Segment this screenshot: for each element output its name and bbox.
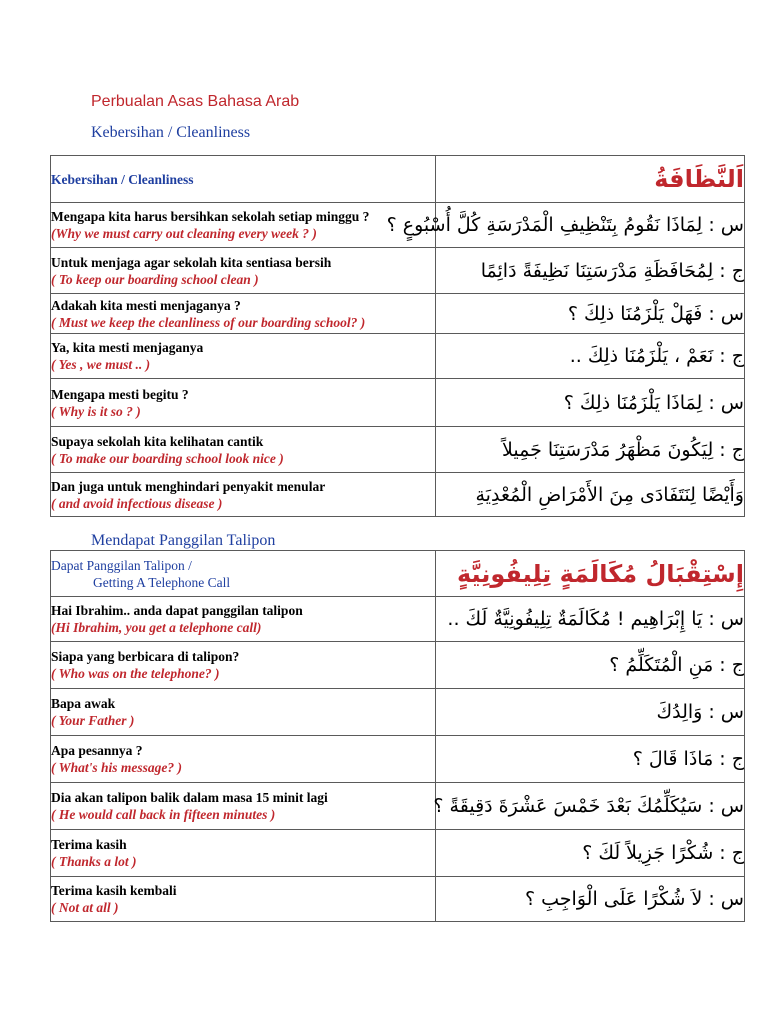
english-translation: ( What's his message? ) <box>51 760 183 775</box>
english-translation: ( Who was on the telephone? ) <box>51 666 220 681</box>
malay-cell <box>51 427 436 473</box>
table-row <box>51 334 745 379</box>
table-row <box>51 597 745 642</box>
english-translation: ( He would call back in fifteen minutes ) <box>51 807 276 822</box>
arabic-cell: س : لِمَاذَا نَقُومُ بِتَنْظِيفِ الْمَدْرَسَةِ كُلَّ أُسْبُوعٍ ؟ <box>436 203 745 248</box>
arabic-cell: ج : مَاذَا قَالَ ؟ <box>436 736 745 783</box>
malay-text: Supaya sekolah kita kelihatan cantik <box>51 433 264 449</box>
telephone-call-table <box>50 550 745 922</box>
malay-cell <box>51 294 436 334</box>
arabic-cell: وَأَيْضًا لِنَتَفَادَى مِنَ الأَمْرَاضِ الْمُعْدِيَةِ <box>436 473 745 517</box>
malay-cell <box>51 473 436 517</box>
section-heading-telephone: Mendapat Panggilan Talipon <box>91 532 276 549</box>
table-row <box>51 689 745 736</box>
header-malay-cell <box>51 551 436 597</box>
document-title: Perbualan Asas Bahasa Arab <box>91 93 300 110</box>
malay-cell <box>51 334 436 379</box>
malay-text: Mengapa kita harus bersihkan sekolah setiap minggu ? <box>51 209 370 224</box>
section-heading-cleanliness: Kebersihan / Cleanliness <box>91 124 251 141</box>
malay-text: Dan juga untuk menghindari penyakit menular <box>51 478 326 494</box>
malay-text: Terima kasih kembali <box>51 883 177 898</box>
english-translation: ( Must we keep the cleanliness of our boarding school? ) <box>51 314 366 330</box>
arabic-cell: ج : شُكْرًا جَزِيلاً لَكَ ؟ <box>436 830 745 877</box>
malay-cell <box>51 642 436 689</box>
table-row <box>51 203 745 248</box>
malay-cell <box>51 689 436 736</box>
arabic-cell: ج : لِمُحَافَظَةِ مَدْرَسَتِنَا نَظِيفَةً دَائِمًا <box>436 248 745 294</box>
header-arabic-cell: اَلنَّظَافَةُ <box>436 156 745 203</box>
header-arabic-cell: إِسْتِقْبَالُ مُكَالَمَةٍ تِلِيفُونِيَّةٍ <box>436 551 745 597</box>
english-translation: ( Not at all ) <box>51 900 119 915</box>
malay-text: Bapa awak <box>51 696 116 711</box>
arabic-cell: ج : مَنِ الْمُتَكَلِّمُ ؟ <box>436 642 745 689</box>
arabic-cell: ج : نَعَمْ ، يَلْزَمُنَا ذلِكَ .. <box>436 334 745 379</box>
header-english-label: Getting A Telephone Call <box>93 574 231 590</box>
malay-text: Mengapa mesti begitu ? <box>51 386 189 402</box>
malay-text: Dia akan talipon balik dalam masa 15 minit lagi <box>51 790 328 805</box>
english-translation: (Why we must carry out cleaning every week ? ) <box>51 226 317 241</box>
arabic-cell: ج : لِيَكُونَ مَظْهَرُ مَدْرَسَتِنَا جَمِيلاً <box>436 427 745 473</box>
english-translation: (Hi Ibrahim, you get a telephone call) <box>51 620 262 635</box>
malay-cell <box>51 736 436 783</box>
malay-cell <box>51 203 436 248</box>
table-row <box>51 642 745 689</box>
arabic-cell: س : سَيُكَلِّمُكَ بَعْدَ خَمْسَ عَشْرَةَ دَقِيقَةً ؟ <box>436 783 745 830</box>
malay-cell <box>51 830 436 877</box>
table-header-row <box>51 156 745 203</box>
table-row <box>51 294 745 334</box>
english-translation: ( Yes , we must .. ) <box>51 357 151 372</box>
malay-text: Apa pesannya ? <box>51 743 143 758</box>
table-row <box>51 783 745 830</box>
malay-text: Untuk menjaga agar sekolah kita sentiasa bersih <box>51 254 332 270</box>
malay-cell <box>51 783 436 830</box>
arabic-cell: س : يَا إِبْرَاهِيم ! مُكَالَمَةٌ تِلِيفُونِيَّةٌ لَكَ .. <box>436 597 745 642</box>
arabic-cell: س : لاَ شُكْرًا عَلَى الْوَاجِبِ ؟ <box>436 877 745 922</box>
malay-text: Hai Ibrahim.. anda dapat panggilan talipon <box>51 603 303 618</box>
table-row <box>51 379 745 427</box>
table-header-row <box>51 551 745 597</box>
table-row <box>51 248 745 294</box>
english-translation: ( To keep our boarding school clean ) <box>51 271 259 287</box>
malay-text: Terima kasih <box>51 837 127 852</box>
english-translation: ( Your Father ) <box>51 713 135 728</box>
table-row <box>51 736 745 783</box>
english-translation: ( and avoid infectious disease ) <box>51 495 223 511</box>
malay-cell <box>51 877 436 922</box>
malay-text: Siapa yang berbicara di talipon? <box>51 649 240 664</box>
malay-text: Adakah kita mesti menjaganya ? <box>51 297 241 313</box>
english-translation: ( Why is it so ? ) <box>51 403 141 419</box>
arabic-cell: س : لِمَاذَا يَلْزَمُنَا ذلِكَ ؟ <box>436 379 745 427</box>
english-translation: ( To make our boarding school look nice ) <box>51 450 284 466</box>
malay-text: Ya, kita mesti menjaganya <box>51 340 204 355</box>
table-row <box>51 877 745 922</box>
arabic-cell: س : وَالِدُكَ <box>436 689 745 736</box>
malay-cell <box>51 248 436 294</box>
malay-cell <box>51 597 436 642</box>
header-malay-cell <box>51 156 436 203</box>
header-malay-label: Kebersihan / Cleanliness <box>51 171 194 187</box>
table-row <box>51 473 745 517</box>
table-row <box>51 830 745 877</box>
english-translation: ( Thanks a lot ) <box>51 854 137 869</box>
cleanliness-table <box>50 155 745 517</box>
malay-cell <box>51 379 436 427</box>
table-row <box>51 427 745 473</box>
arabic-cell: س : فَهَلْ يَلْزَمُنَا ذلِكَ ؟ <box>436 294 745 334</box>
header-malay-label: Dapat Panggilan Talipon / <box>51 557 192 573</box>
